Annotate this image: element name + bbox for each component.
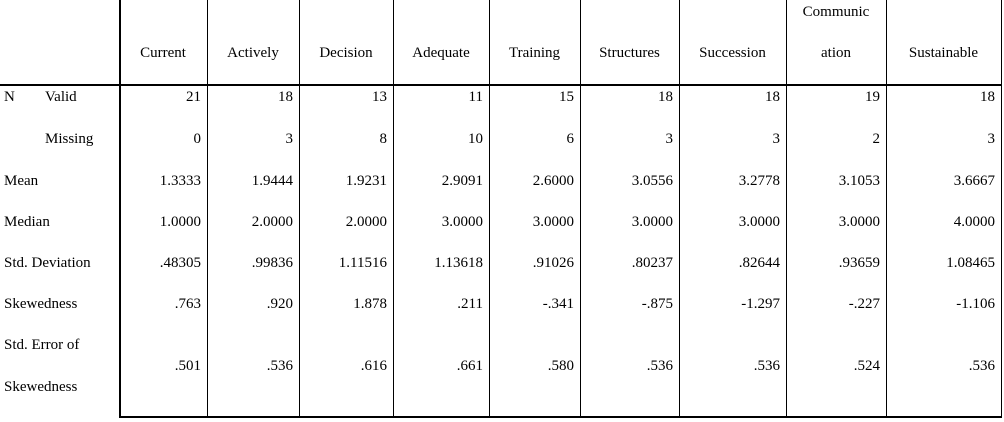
table-cell: 21 xyxy=(186,89,201,105)
column-header: Current xyxy=(140,45,186,61)
table-cell: 3 xyxy=(665,131,673,147)
row-label-std-error-skewness-line2: Skewedness xyxy=(4,379,78,395)
column-header: Communic xyxy=(802,4,870,20)
table-cell: 3.1053 xyxy=(838,173,880,189)
table-cell: .82644 xyxy=(738,255,780,271)
column-divider xyxy=(489,0,490,418)
table-cell: 13 xyxy=(372,89,387,105)
table-cell: -.341 xyxy=(542,296,574,312)
table-cell: .91026 xyxy=(532,255,574,271)
table-cell: 2.0000 xyxy=(345,214,387,230)
column-header: Actively xyxy=(227,45,279,61)
row-label-n: N xyxy=(4,89,15,105)
column-header: Structures xyxy=(599,45,660,61)
table-cell: 18 xyxy=(980,89,995,105)
table-cell: 3.0000 xyxy=(738,214,780,230)
header-bottom-line xyxy=(0,84,1002,86)
table-cell: .80237 xyxy=(631,255,673,271)
table-cell: 18 xyxy=(765,89,780,105)
table-cell: .524 xyxy=(853,358,880,374)
table-cell: -1.106 xyxy=(956,296,995,312)
table-cell: .920 xyxy=(266,296,293,312)
column-divider xyxy=(886,0,887,418)
table-cell: 3.6667 xyxy=(953,173,995,189)
column-divider xyxy=(580,0,581,418)
row-label-std-deviation: Std. Deviation xyxy=(4,255,91,271)
table-cell: 18 xyxy=(278,89,293,105)
row-label-median: Median xyxy=(4,214,50,230)
row-label-skewness: Skewedness xyxy=(4,296,78,312)
table-cell: 2.6000 xyxy=(532,173,574,189)
table-cell: 10 xyxy=(468,131,483,147)
table-cell: 11 xyxy=(468,89,483,105)
table-cell: .501 xyxy=(174,358,201,374)
table-cell: 1.878 xyxy=(353,296,387,312)
row-label-missing: Missing xyxy=(45,131,94,147)
table-cell: 3.0000 xyxy=(838,214,880,230)
table-cell: .661 xyxy=(456,358,483,374)
table-cell: 3.2778 xyxy=(738,173,780,189)
column-divider xyxy=(207,0,208,418)
table-cell: 3 xyxy=(772,131,780,147)
table-cell: 3.0000 xyxy=(532,214,574,230)
table-cell: -1.297 xyxy=(741,296,780,312)
row-label-std-error-skewness-line1: Std. Error of xyxy=(4,337,80,353)
table-cell: .536 xyxy=(266,358,293,374)
table-cell: 1.9444 xyxy=(251,173,293,189)
column-divider xyxy=(299,0,300,418)
table-bottom-line xyxy=(119,416,1002,418)
column-header: ation xyxy=(821,45,851,61)
table-cell: .536 xyxy=(753,358,780,374)
column-divider xyxy=(1001,0,1002,418)
table-cell: .763 xyxy=(174,296,201,312)
row-label-valid: Valid xyxy=(45,89,77,105)
row-label-mean: Mean xyxy=(4,173,39,189)
table-cell: 3 xyxy=(987,131,995,147)
table-cell: 2 xyxy=(872,131,880,147)
table-cell: -.875 xyxy=(641,296,673,312)
column-divider xyxy=(679,0,680,418)
table-cell: .99836 xyxy=(251,255,293,271)
column-header: Decision xyxy=(319,45,373,61)
table-cell: 1.0000 xyxy=(159,214,201,230)
table-cell: 1.11516 xyxy=(338,255,387,271)
column-header: Adequate xyxy=(412,45,470,61)
table-cell: .616 xyxy=(360,358,387,374)
table-cell: 4.0000 xyxy=(953,214,995,230)
table-cell: .580 xyxy=(547,358,574,374)
table-cell: 0 xyxy=(193,131,201,147)
table-cell: 1.3333 xyxy=(159,173,201,189)
table-cell: 6 xyxy=(566,131,574,147)
column-header: Training xyxy=(508,45,561,61)
table-cell: .536 xyxy=(968,358,995,374)
column-header: Sustainable xyxy=(908,45,979,61)
table-cell: 2.9091 xyxy=(441,173,483,189)
table-cell: 3.0000 xyxy=(441,214,483,230)
table-cell: 8 xyxy=(379,131,387,147)
table-cell: .48305 xyxy=(159,255,201,271)
table-cell: 2.0000 xyxy=(251,214,293,230)
header-divider-line xyxy=(119,0,121,418)
column-header: Succession xyxy=(699,45,766,61)
table-cell: .211 xyxy=(457,296,483,312)
table-cell: -.227 xyxy=(848,296,880,312)
table-cell: 1.9231 xyxy=(345,173,387,189)
table-cell: 19 xyxy=(865,89,880,105)
table-cell: 15 xyxy=(559,89,574,105)
column-divider xyxy=(786,0,787,418)
table-cell: 3.0556 xyxy=(631,173,673,189)
table-cell: .93659 xyxy=(838,255,880,271)
table-cell: 1.08465 xyxy=(946,255,995,271)
table-cell: 3 xyxy=(285,131,293,147)
table-cell: .536 xyxy=(646,358,673,374)
column-divider xyxy=(393,0,394,418)
table-cell: 3.0000 xyxy=(631,214,673,230)
table-cell: 1.13618 xyxy=(434,255,483,271)
table-cell: 18 xyxy=(658,89,673,105)
